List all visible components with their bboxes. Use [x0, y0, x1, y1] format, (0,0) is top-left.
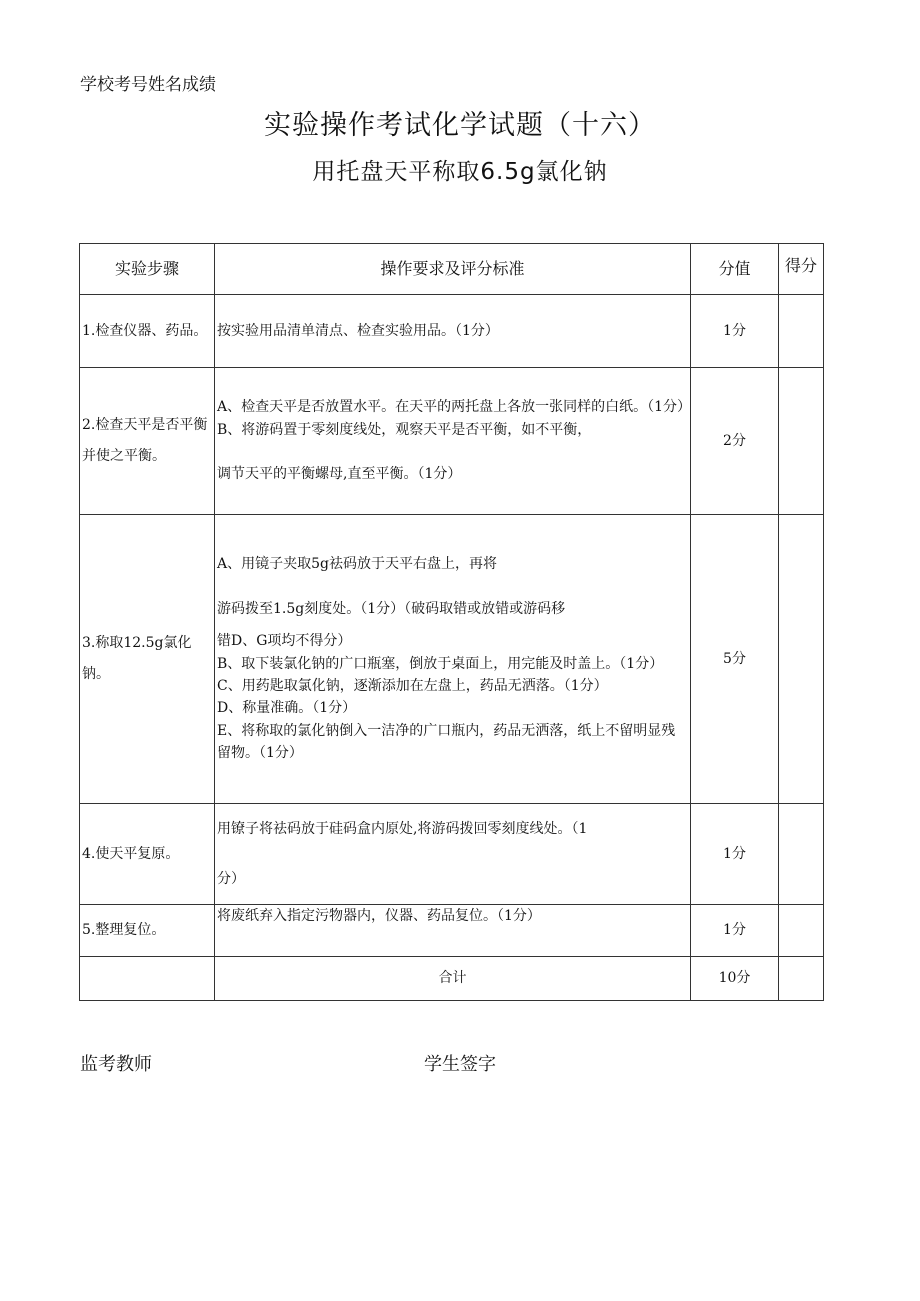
page-subtitle: 用托盘天平称取6.5g氯化钠 [312, 159, 608, 185]
step-cell: 4.使天平复原。 [80, 804, 215, 905]
criteria-line: 游码拨至1.5g刻度处。（1分）（破码取错或放错或游码移 [217, 600, 566, 617]
score-cell: 2分 [691, 368, 779, 515]
criteria-line: A、检查天平是否放置水平。在天平的两托盘上各放一张同样的白纸。（1分） [217, 399, 692, 416]
got-cell[interactable] [779, 368, 824, 515]
criteria-line: C、用药匙取氯化钠，逐渐添加在左盘上，药品无洒落。（1分） [217, 678, 608, 694]
step-cell: 2.检查天平是否平衡并使之平衡。 [80, 368, 215, 515]
step-cell: 1.检查仪器、药品。 [80, 295, 215, 368]
scoring-table [79, 243, 824, 1001]
table-row [80, 295, 824, 368]
teacher-signature-label: 监考教师 [80, 1054, 152, 1075]
header-got: 得分 [779, 244, 824, 295]
criteria-line: A、用镜子夹取5g祛码放于天平右盘上，再将 [217, 556, 497, 573]
step-cell: 3.称取12.5g氯化钠。 [80, 515, 215, 804]
total-got-cell[interactable] [779, 957, 824, 1001]
criteria-line: D、称量准确。（1分） [217, 700, 357, 717]
criteria-line: 用镣子将祛码放于硅码盒内原处,将游码拨回零刻度线处。（1 [217, 820, 588, 837]
criteria-line: B、取下装氯化钠的广口瓶塞，倒放于桌面上，用完能及时盖上。（1分） [217, 655, 664, 672]
criteria-cell [215, 368, 691, 515]
table-row [80, 804, 824, 905]
total-label: 合计 [215, 957, 691, 1001]
criteria-line: 错D、G项均不得分） [217, 633, 352, 650]
table-header-row [80, 244, 824, 295]
page-title: 实验操作考试化学试题（十六） [264, 110, 656, 141]
header-info-line: 学校考号姓名成绩 [80, 75, 216, 95]
score-cell: 1分 [691, 295, 779, 368]
score-cell: 5分 [691, 515, 779, 804]
criteria-line: 调节天平的平衡螺母,直至平衡。（1分） [217, 466, 462, 483]
header-criteria: 操作要求及评分标准 [215, 244, 691, 295]
criteria-line: 分） [217, 871, 245, 887]
table-row [80, 368, 824, 515]
score-cell: 1分 [691, 804, 779, 905]
student-signature-label: 学生签字 [424, 1054, 496, 1075]
step-cell: 5.整理复位。 [80, 905, 215, 957]
got-cell[interactable] [779, 295, 824, 368]
criteria-cell [215, 515, 691, 804]
criteria-cell [215, 804, 691, 905]
criteria-line: 将废纸弃入指定污物器内，仪器、药品复位。（1分） [217, 908, 541, 924]
got-cell[interactable] [779, 804, 824, 905]
criteria-line: B、将游码置于零刻度线处，观察天平是否平衡，如不平衡， [217, 421, 592, 438]
total-step-cell [80, 957, 215, 1001]
table-row [80, 515, 824, 804]
criteria-cell [215, 295, 691, 368]
got-cell[interactable] [779, 515, 824, 804]
got-cell[interactable] [779, 905, 824, 957]
header-score: 分值 [691, 244, 779, 295]
header-step: 实验步骤 [80, 244, 215, 295]
criteria-line: 按实验用品清单清点、检查实验用品。（1分） [217, 322, 499, 339]
criteria-cell [215, 905, 691, 957]
criteria-line: E、将称取的氯化钠倒入一洁净的广口瓶内，药品无洒落，纸上不留明显残留物。（1分） [217, 722, 676, 762]
score-cell: 1分 [691, 905, 779, 957]
table-total-row [80, 957, 824, 1001]
total-score: 10分 [691, 957, 779, 1001]
table-row [80, 905, 824, 957]
